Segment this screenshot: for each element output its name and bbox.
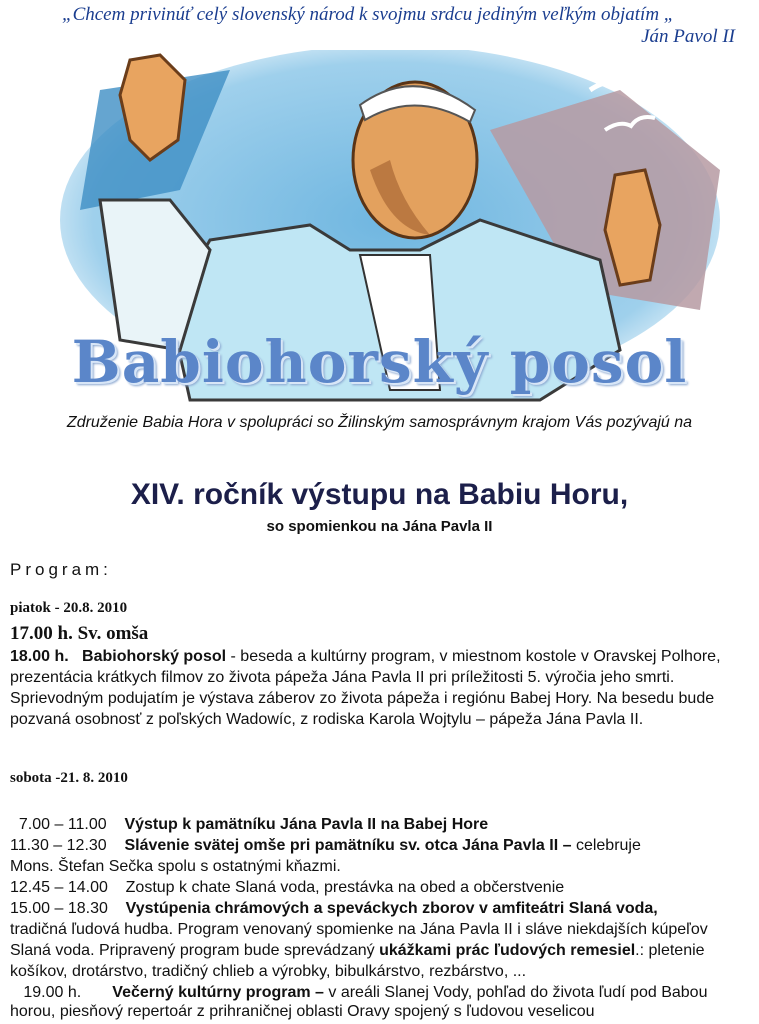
- friday-program-item: [10, 646, 752, 730]
- saturday-item-continuation: [10, 940, 755, 961]
- line-text: Slaná voda. Pripravený program bude sprevádzaný: [10, 942, 380, 959]
- saturday-date: sobota -21. 8. 2010: [10, 770, 128, 786]
- event-subtitle: so spomienkou na Jána Pavla II: [266, 518, 493, 535]
- item-text: Slávenie svätej omše pri pamätníku sv. otca Jána Pavla II –: [124, 837, 572, 854]
- bird-icon: [590, 73, 648, 90]
- saturday-item-continuation: Mons. Štefan Sečka spolu s ostatnými kňazmi.: [10, 858, 341, 875]
- friday-date: piatok - 20.8. 2010: [10, 600, 128, 616]
- item-time: 12.45 – 14.00: [10, 879, 108, 896]
- item-time: 18.00 h.: [10, 648, 69, 665]
- program-label: Program:: [10, 560, 112, 579]
- item-text-rest: v areáli Slanej Vody, pohľad do života ľudí pod Babou: [323, 984, 708, 1001]
- friday-mass: 17.00 h. Sv. omša: [10, 623, 149, 644]
- item-time: 15.00 – 18.30: [10, 900, 108, 917]
- line-text: .: pletenie: [635, 942, 705, 959]
- line-text-bold: ukážkami prác ľudových remesiel: [379, 942, 636, 959]
- item-time: 7.00 – 11.00: [18, 816, 107, 833]
- saturday-item: [10, 898, 755, 919]
- item-text: Zostup k chate Slaná voda, prestávka na obed a občerstvenie: [125, 879, 565, 896]
- saturday-item-continuation: košíkov, drotárstvo, tradičný chlieb a výrobky, bibulkárstvo, rezbárstvo, ...: [10, 963, 527, 980]
- saturday-item-continuation: horou, piesňový repertoár z prihraničnej oblasti Oravy spojený s ľudovou veselicou: [10, 1003, 595, 1020]
- item-text-rest: celebruje: [571, 837, 641, 854]
- masthead-title: Babiohorský posol: [71, 328, 688, 396]
- item-description: - beseda a kultúrny program, v miestnom kostole v Oravskej Polhore, prezentácia krátkych filmov zo života pápeža Jána Pavla II pri príležitosti 5. výročia jeho smrti. Sprievodným podujatím je výstava záberov zo života pápeža i regiónu Babej Hory. Na besedu bude pozvaná osobnosť z poľských Wadowíc, z rodiska Karola Wojtylu – pápeža Jána Pavla II.: [10, 648, 721, 728]
- item-text: Večerný kultúrny program –: [112, 984, 324, 1001]
- saturday-item-continuation: tradičná ľudová hudba. Program venovaný spomienke na Jána Pavla II i sláve niekdajších kúpeľov: [10, 921, 708, 938]
- event-title: XIV. ročník výstupu na Babiu Horu,: [130, 478, 629, 511]
- quote-author: Ján Pavol II: [641, 26, 735, 47]
- quote-text: „Chcem privinúť celý slovenský národ k svojmu srdcu jediným veľkým objatím „: [62, 4, 675, 25]
- item-name: Babiohorský posol: [82, 648, 227, 665]
- item-text: Vystúpenia chrámových a speváckych zborov v amfiteátri Slaná voda,: [125, 900, 658, 917]
- saturday-item: [10, 814, 755, 835]
- item-time: 19.00 h.: [23, 984, 82, 1001]
- saturday-item: [10, 877, 755, 898]
- item-text: Výstup k pamätníku Jána Pavla II na Babej Hore: [124, 816, 489, 833]
- invitation-line: Združenie Babia Hora v spolupráci so Žilinským samosprávnym krajom Vás pozývajú na: [66, 414, 693, 431]
- bird-icon: [670, 109, 714, 120]
- saturday-item: [10, 835, 755, 856]
- saturday-item: [10, 982, 755, 1003]
- item-time: 11.30 – 12.30: [10, 837, 107, 854]
